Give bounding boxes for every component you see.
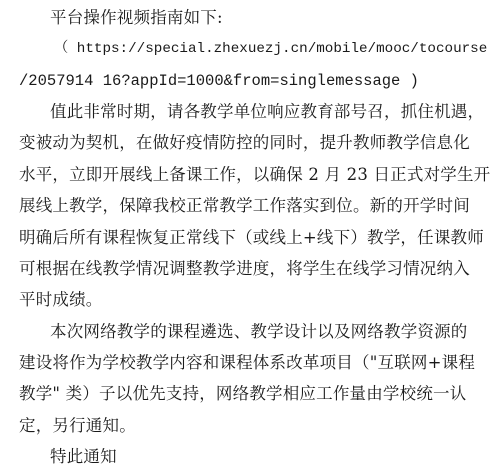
paragraph-1-line-7: 平时成绩。 (19, 290, 103, 309)
paragraph-2-line-1: 本次网络教学的课程遴选、教学设计以及网络教学资源的 (50, 322, 468, 341)
document-heading: 平台操作视频指南如下: (50, 8, 223, 27)
paragraph-1-line-3: 水平，立即开展线上备课工作，以确保 2 月 23 日正式对学生开 (19, 165, 491, 184)
paragraph-1-line-2: 变被动为契机，在做好疫情防控的同时，提升教师教学信息化 (19, 133, 470, 152)
paragraph-1-line-6: 可根据在线教学情况调整教学进度，将学生在线学习情况纳入 (19, 259, 470, 278)
closing-line: 特此通知 (50, 447, 117, 466)
paragraph-2-line-2: 建设将作为学校教学内容和课程体系改革项目（"互联网+课程 (19, 353, 476, 372)
paragraph-1-line-4: 展线上教学，保障我校正常教学工作落实到位。新的开学时间 (19, 196, 470, 215)
url-line-1: （ https://special.zhexuezj.cn/mobile/mooc/tocourse (54, 41, 488, 57)
paragraph-2-line-3: 教学" 类）子以优先支持，网络教学相应工作量由学校统一认 (19, 384, 467, 403)
url-line-2: /2057914 16?appId=1000&from=singlemessage ) (19, 72, 419, 90)
paragraph-2-line-4: 定，另行通知。 (19, 416, 136, 435)
paragraph-1-line-1: 值此非常时期，请各教学单位响应教育部号召，抓住机遇， (50, 102, 485, 121)
paragraph-1-line-5: 明确后所有课程恢复正常线下（或线上+线下）教学，任课教师 (19, 228, 484, 247)
